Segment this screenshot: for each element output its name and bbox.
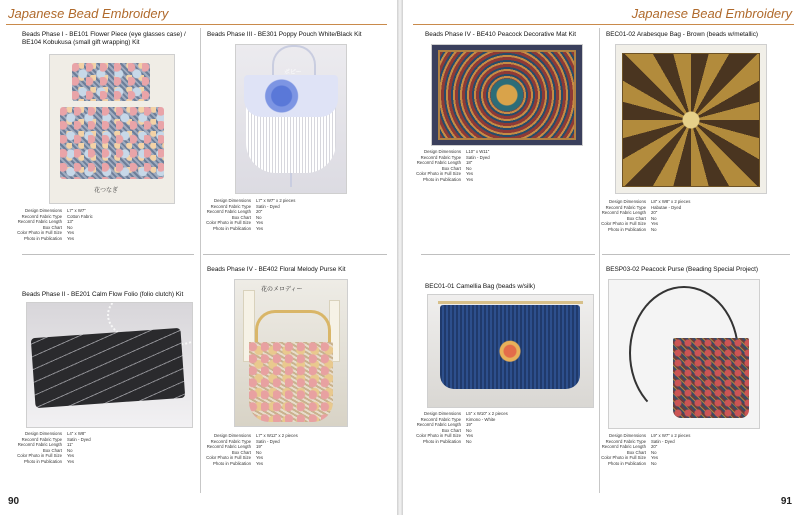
product-photo: [608, 279, 760, 429]
header-rule: [413, 24, 794, 25]
product-item: [207, 266, 346, 274]
spec-label: Photo in Publication: [608, 226, 646, 232]
spec-value: Yes: [67, 235, 75, 241]
spec-label: Design Dimensions: [213, 198, 251, 203]
glasses-case: [72, 63, 150, 101]
spec-label: Design Dimensions: [608, 433, 646, 438]
left-page: [0, 0, 397, 515]
product-title-line2: BE104 Kobukusa (small gift wrapping) Kit: [22, 39, 140, 46]
product-item: [22, 291, 183, 299]
spec-label: Box Chart: [231, 214, 251, 220]
right-page: [403, 0, 800, 515]
spec-value: Yes: [651, 221, 659, 227]
purse-body: [249, 342, 333, 422]
spec-label: Recom'd Fabric Type: [605, 438, 646, 444]
bag-frame: [438, 301, 583, 304]
spec-value: L7" x W7": [67, 208, 86, 213]
spec-value: Yes: [256, 460, 264, 466]
spec-value: L7" x W12" x 2 pieces: [256, 433, 298, 438]
spec-value: Cotton Fabric: [67, 213, 93, 219]
spec-label: Recom'd Fabric Type: [420, 416, 461, 422]
spec-label: Color Photo in Full Size: [416, 171, 461, 177]
spec-value: Satin - Dyed: [67, 436, 91, 442]
spec-label: Recom'd Fabric Length: [416, 422, 461, 428]
spec-value: No: [256, 449, 262, 455]
spec-value: No: [651, 460, 657, 466]
spec-label: Box Chart: [626, 449, 646, 455]
product-photo: [615, 44, 767, 194]
spec-value: Kimono - White: [466, 416, 496, 422]
spec-label: Photo in Publication: [423, 438, 461, 444]
spec-value: 18": [466, 160, 473, 166]
product-item: [606, 31, 758, 39]
spec-table: [2, 431, 91, 465]
spec-label: Recom'd Fabric Type: [210, 203, 251, 209]
spec-label: Color Photo in Full Size: [416, 433, 461, 439]
product-title: Beads Phase I - BE101 Flower Piece (eye glasses case) /: [22, 31, 186, 38]
row-divider: [203, 254, 387, 255]
spec-value: 13": [67, 219, 74, 225]
spec-label: Recom'd Fabric Type: [605, 204, 646, 210]
page-number: 90: [8, 496, 20, 507]
product-title: Beads Phase II - BE201 Calm Flow Folio (folio clutch) Kit: [22, 291, 184, 298]
spec-value: 19": [466, 422, 473, 428]
spec-value: No: [67, 224, 73, 230]
spec-value: Habutae - Dyed: [651, 204, 682, 210]
product-item: [22, 31, 186, 47]
spec-value: L4" x W8": [67, 431, 86, 436]
row-divider: [421, 254, 595, 255]
spec-label: Box Chart: [626, 215, 646, 221]
spec-label: Color Photo in Full Size: [601, 455, 646, 461]
spec-value: Yes: [466, 176, 474, 182]
spec-table: [586, 433, 690, 467]
spec-label: Recom'd Fabric Length: [601, 210, 646, 216]
product-photo: [49, 54, 175, 204]
spec-label: Design Dimensions: [24, 208, 62, 213]
spec-label: Photo in Publication: [24, 235, 62, 241]
spec-value: Satin - Dyed: [256, 438, 280, 444]
spec-table: [401, 149, 490, 183]
spec-label: Recom'd Fabric Length: [206, 209, 251, 215]
pouch-tassel: [290, 173, 292, 187]
spec-label: Photo in Publication: [213, 460, 251, 466]
spec-value: No: [651, 226, 657, 232]
product-photo: [234, 279, 348, 427]
spec-value: 19": [256, 444, 263, 450]
spec-table: [2, 208, 93, 242]
spec-label: Color Photo in Full Size: [206, 455, 251, 461]
spec-value: Yes: [67, 458, 75, 464]
row-divider: [602, 254, 790, 255]
page-header: Japanese Bead Embroidery: [631, 6, 792, 21]
spec-label: Recom'd Fabric Length: [17, 219, 62, 225]
spec-label: Design Dimensions: [423, 149, 461, 154]
spec-label: Recom'd Fabric Length: [17, 442, 62, 448]
spec-value: L10" x W11": [466, 149, 490, 154]
product-title: Beads Phase IV - BE402 Floral Melody Purse Kit: [207, 266, 346, 273]
spec-label: Photo in Publication: [423, 176, 461, 182]
pouch-flap: [244, 75, 338, 117]
product-photo: [26, 302, 193, 428]
spec-value: No: [651, 215, 657, 221]
page-header: Japanese Bead Embroidery: [8, 6, 169, 21]
spec-label: Design Dimensions: [608, 199, 646, 204]
spec-label: Recom'd Fabric Type: [210, 438, 251, 444]
peacock-mat: [438, 50, 576, 140]
spec-value: No: [651, 449, 657, 455]
kobukusa-wrap: [60, 107, 164, 179]
product-photo: [427, 294, 594, 408]
spec-value: Yes: [256, 225, 264, 231]
product-title: BESP03-02 Peacock Purse (Beading Special Project): [606, 266, 759, 273]
spec-label: Photo in Publication: [24, 458, 62, 464]
spec-label: Box Chart: [231, 449, 251, 455]
spec-value: L9" x W7" x 2 pieces: [651, 433, 691, 438]
camellia-bag: [440, 305, 580, 389]
spec-value: 20": [651, 444, 658, 450]
spec-label: Photo in Publication: [608, 460, 646, 466]
column-divider: [200, 28, 201, 493]
spec-label: Design Dimensions: [213, 433, 251, 438]
product-photo: [431, 44, 583, 146]
spec-label: Box Chart: [42, 224, 62, 230]
product-item: [207, 31, 362, 39]
spec-label: Recom'd Fabric Length: [601, 444, 646, 450]
spec-value: Yes: [67, 453, 75, 459]
product-title: Beads Phase IV - BE410 Peacock Decorative Mat Kit: [425, 31, 576, 38]
arabesque-bag: [622, 53, 760, 187]
photo-caption: 花つなぎ: [94, 188, 119, 194]
spec-label: Design Dimensions: [423, 411, 461, 416]
spec-value: No: [466, 165, 472, 171]
column-divider: [599, 28, 600, 493]
product-title: BEC01-01 Camellia Bag (beads w/silk): [425, 283, 536, 290]
product-photo: [235, 44, 347, 194]
spec-value: 20": [256, 209, 263, 215]
spec-value: L7" x W7" x 2 pieces: [256, 198, 296, 203]
spec-table: [191, 198, 295, 232]
spec-value: Yes: [256, 455, 264, 461]
spec-value: Yes: [466, 433, 474, 439]
spec-value: No: [67, 447, 73, 453]
spec-label: Photo in Publication: [213, 225, 251, 231]
spec-value: L8" x W8" x 2 pieces: [651, 199, 691, 204]
header-rule: [6, 24, 387, 25]
spec-value: Satin - Dyed: [466, 154, 490, 160]
spec-label: Recom'd Fabric Length: [416, 160, 461, 166]
spec-label: Recom'd Fabric Type: [21, 436, 62, 442]
spec-label: Color Photo in Full Size: [17, 230, 62, 236]
spec-value: Yes: [466, 171, 474, 177]
photo-caption: ポピー: [284, 70, 302, 76]
folio-clutch: [31, 328, 186, 408]
spec-value: L5" x W10" x 2 pieces: [466, 411, 508, 416]
page-number: 91: [780, 496, 792, 507]
spec-value: 11": [67, 442, 73, 448]
spec-label: Color Photo in Full Size: [17, 453, 62, 459]
row-divider: [22, 254, 194, 255]
spec-label: Box Chart: [441, 427, 461, 433]
spec-label: Box Chart: [42, 447, 62, 453]
spec-value: No: [466, 427, 472, 433]
spec-label: Color Photo in Full Size: [601, 221, 646, 227]
product-title: Beads Phase III - BE301 Poppy Pouch White/Black Kit: [207, 31, 362, 38]
spec-label: Color Photo in Full Size: [206, 220, 251, 226]
spec-table: [191, 433, 298, 467]
photo-caption: 花のメロディー: [261, 287, 303, 293]
spec-label: Recom'd Fabric Type: [420, 154, 461, 160]
spec-value: Satin - Dyed: [256, 203, 280, 209]
spec-value: 20": [651, 210, 658, 216]
spec-value: Satin - Dyed: [651, 438, 675, 444]
spec-value: Yes: [256, 220, 264, 226]
spec-label: Recom'd Fabric Type: [21, 213, 62, 219]
spec-value: No: [466, 438, 472, 444]
spec-label: Recom'd Fabric Length: [206, 444, 251, 450]
product-item: [425, 31, 576, 39]
product-item: [425, 283, 535, 291]
product-title: BEC01-02 Arabesque Bag - Brown (beads w/metallic): [606, 31, 759, 38]
product-item: [606, 266, 758, 274]
peacock-purse: [673, 338, 749, 418]
spec-label: Design Dimensions: [24, 431, 62, 436]
spec-value: No: [256, 214, 262, 220]
spec-table: [586, 199, 690, 233]
spec-label: Box Chart: [441, 165, 461, 171]
spec-table: [401, 411, 508, 445]
spec-value: Yes: [651, 455, 659, 461]
spec-value: Yes: [67, 230, 75, 236]
